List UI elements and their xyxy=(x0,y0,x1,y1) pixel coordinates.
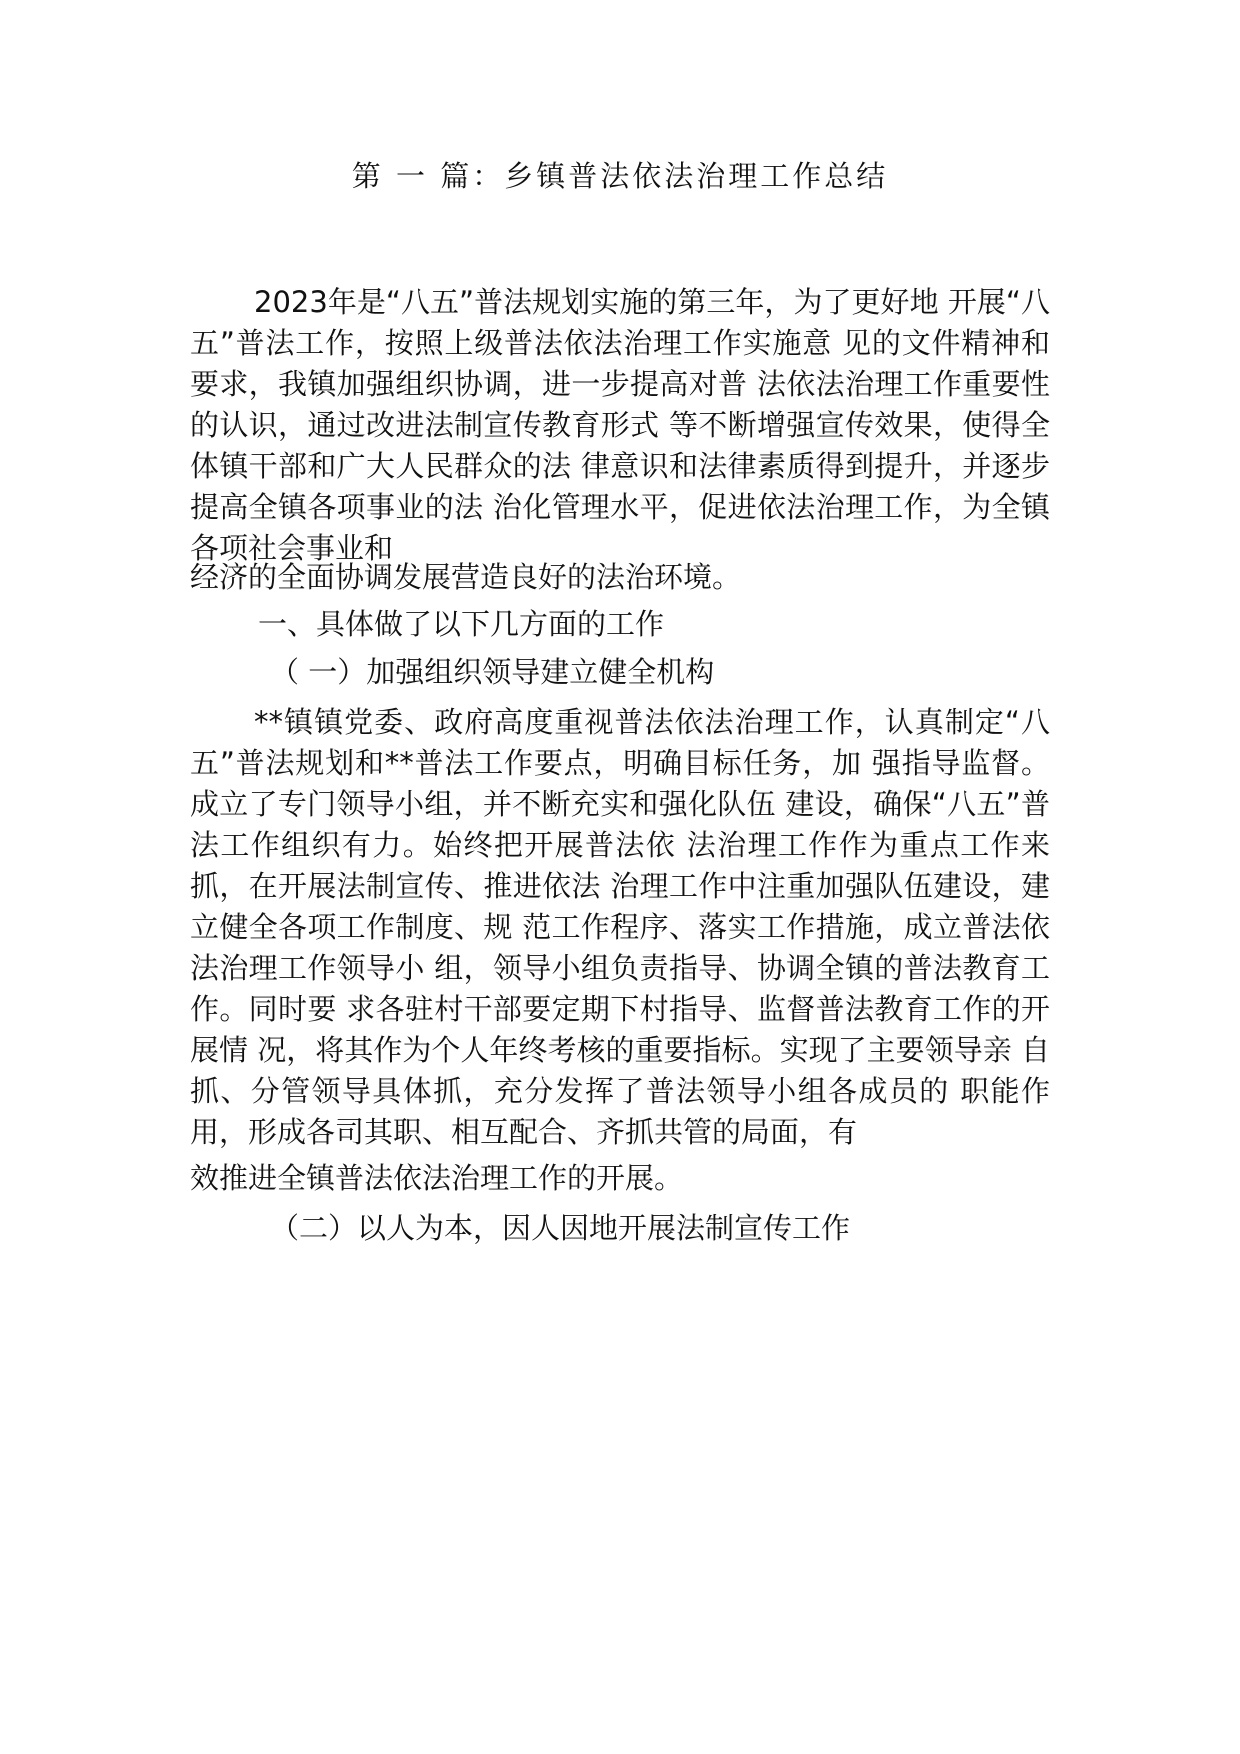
subsection-1-heading: （ 一）加强组织领导建立健全机构 xyxy=(270,655,715,689)
subsection-1-continuation: 效推进全镇普法依法治理工作的开展。 xyxy=(190,1161,684,1195)
intro-continuation: 经济的全面协调发展营造良好的法治环境。 xyxy=(190,560,742,594)
document-title: 第 一 篇：乡镇普法依法治理工作总结 xyxy=(351,159,889,193)
section-1-heading: 一、具体做了以下几方面的工作 xyxy=(258,607,665,641)
subsection-1-paragraph: **镇镇党委、政府高度重视普法依法治理工作，认真制定“八五”普法规划和**普法工作要点，明确目标任务，加 强指导监督。成立了专门领导小组，并不断充实和强化队伍 建设，确保“八五”普法工作组织有力。始终把开展普法依 法治理工作作为重点工作来抓，在开展法制宣传、推进依法 治理工作中注重加强队伍建设，建立健全各项工作制度、规 范工作程序、落实工作措施，成立普法依法治理工作领导小 组，领导小组负责指导、协调全镇的普法教育工作。同时要 求各驻村干部要定期下村指导、监督普法教育工作的开展情 况，将其作为个人年终考核的重要指标。实现了主要领导亲 自抓、分管领导具体抓，充分发挥了普法领导小组各成员的 职能作用，形成各司其职、相互配合、齐抓共管的局面，有 xyxy=(190,705,1050,1149)
intro-paragraph: 2023年是“八五”普法规划实施的第三年，为了更好地 开展“八五”普法工作，按照上级普法依法治理工作实施意 见的文件精神和要求，我镇加强组织协调，进一步提高对普 法依法治理工作重要性的认识，通过改进法制宣传教育形式 等不断增强宣传效果，使得全体镇干部和广大人民群众的法 律意识和法律素质得到提升，并逐步提高全镇各项事业的法 治化管理水平，促进依法治理工作，为全镇各项社会事业和 xyxy=(190,285,1050,565)
subsection-2-heading: （二）以人为本，因人因地开展法制宣传工作 xyxy=(270,1211,851,1245)
